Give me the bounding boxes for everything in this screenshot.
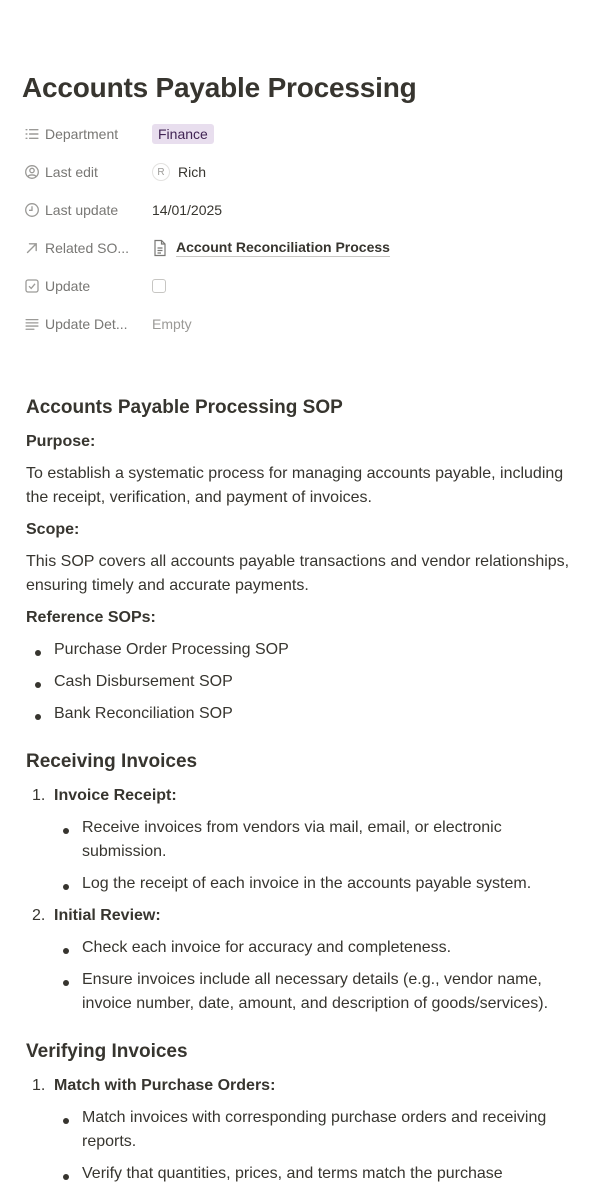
numbered-item	[26, 780, 576, 812]
step-title: Invoice Receipt:	[54, 787, 177, 804]
document-icon	[152, 239, 168, 257]
page-content	[26, 390, 576, 1190]
property-value[interactable]	[152, 230, 390, 266]
clock-icon	[24, 202, 40, 218]
department-tag[interactable]: Finance	[152, 124, 214, 144]
property-value[interactable]	[152, 268, 166, 304]
property-related-sops[interactable]	[22, 230, 582, 268]
person-circle-icon	[24, 164, 40, 180]
date-value: 14/01/2025	[152, 202, 223, 218]
sop-heading: Accounts Payable Processing SOP	[26, 397, 343, 418]
list-item: Log the receipt of each invoice in the accounts payable system.	[26, 868, 576, 900]
list-item: Match invoices with corresponding purchase orders and receiving reports.	[26, 1102, 576, 1158]
property-label[interactable]: Department	[24, 116, 144, 152]
reference-label: Reference SOPs:	[26, 609, 156, 626]
list-item: Cash Disbursement SOP	[26, 666, 576, 698]
list-item: Bank Reconciliation SOP	[26, 698, 576, 730]
property-value[interactable]	[152, 116, 214, 152]
arrow-up-right-icon	[24, 240, 40, 256]
property-last-update[interactable]	[22, 192, 582, 230]
empty-placeholder[interactable]: Empty	[152, 316, 192, 332]
property-value[interactable]	[152, 192, 222, 228]
list-item: Purchase Order Processing SOP	[26, 634, 576, 666]
list-number: 1.	[32, 1077, 46, 1094]
property-value[interactable]	[152, 154, 206, 190]
purpose-text: To establish a systematic process for managing accounts payable, including the receipt, verification, and payment of invoices.	[26, 465, 564, 506]
related-page-link[interactable]: Account Reconciliation Process	[152, 239, 390, 257]
purpose-label: Purpose:	[26, 433, 96, 450]
property-label[interactable]: Update	[24, 268, 144, 304]
property-label[interactable]: Related SO...	[24, 230, 144, 266]
property-value[interactable]	[152, 306, 192, 342]
step-title: Match with Purchase Orders:	[54, 1077, 276, 1094]
text-lines-icon	[24, 316, 40, 332]
property-label[interactable]: Update Det...	[24, 306, 144, 342]
list-item: Ensure invoices include all necessary details (e.g., vendor name, invoice number, date, amount, and description of goods/services).	[26, 964, 576, 1020]
property-label[interactable]: Last edit	[24, 154, 144, 190]
property-last-edit[interactable]	[22, 154, 582, 192]
checkbox-icon	[24, 278, 40, 294]
property-department[interactable]	[22, 116, 582, 154]
scope-label: Scope:	[26, 521, 80, 538]
numbered-item	[26, 1070, 576, 1102]
list-item: Verify that quantities, prices, and terms match the purchase	[26, 1158, 576, 1190]
list-item: Check each invoice for accuracy and completeness.	[26, 932, 576, 964]
numbered-item	[26, 900, 576, 932]
section-heading: Verifying Invoices	[26, 1041, 188, 1062]
scope-text: This SOP covers all accounts payable transactions and vendor relationships, ensuring timely and accurate payments.	[26, 553, 570, 594]
list-icon	[24, 126, 40, 142]
properties-panel	[22, 116, 582, 344]
update-checkbox[interactable]	[152, 279, 166, 293]
step-title: Initial Review:	[54, 907, 161, 924]
list-number: 1.	[32, 787, 46, 804]
person-name[interactable]: Rich	[178, 164, 207, 180]
page-title[interactable]: Accounts Payable Processing	[22, 72, 417, 103]
list-number: 2.	[32, 907, 46, 924]
avatar: R	[152, 163, 170, 181]
property-update[interactable]	[22, 268, 582, 306]
property-update-details[interactable]	[22, 306, 582, 344]
list-item: Receive invoices from vendors via mail, email, or electronic submission.	[26, 812, 576, 868]
property-label[interactable]: Last update	[24, 192, 144, 228]
section-heading: Receiving Invoices	[26, 751, 198, 772]
